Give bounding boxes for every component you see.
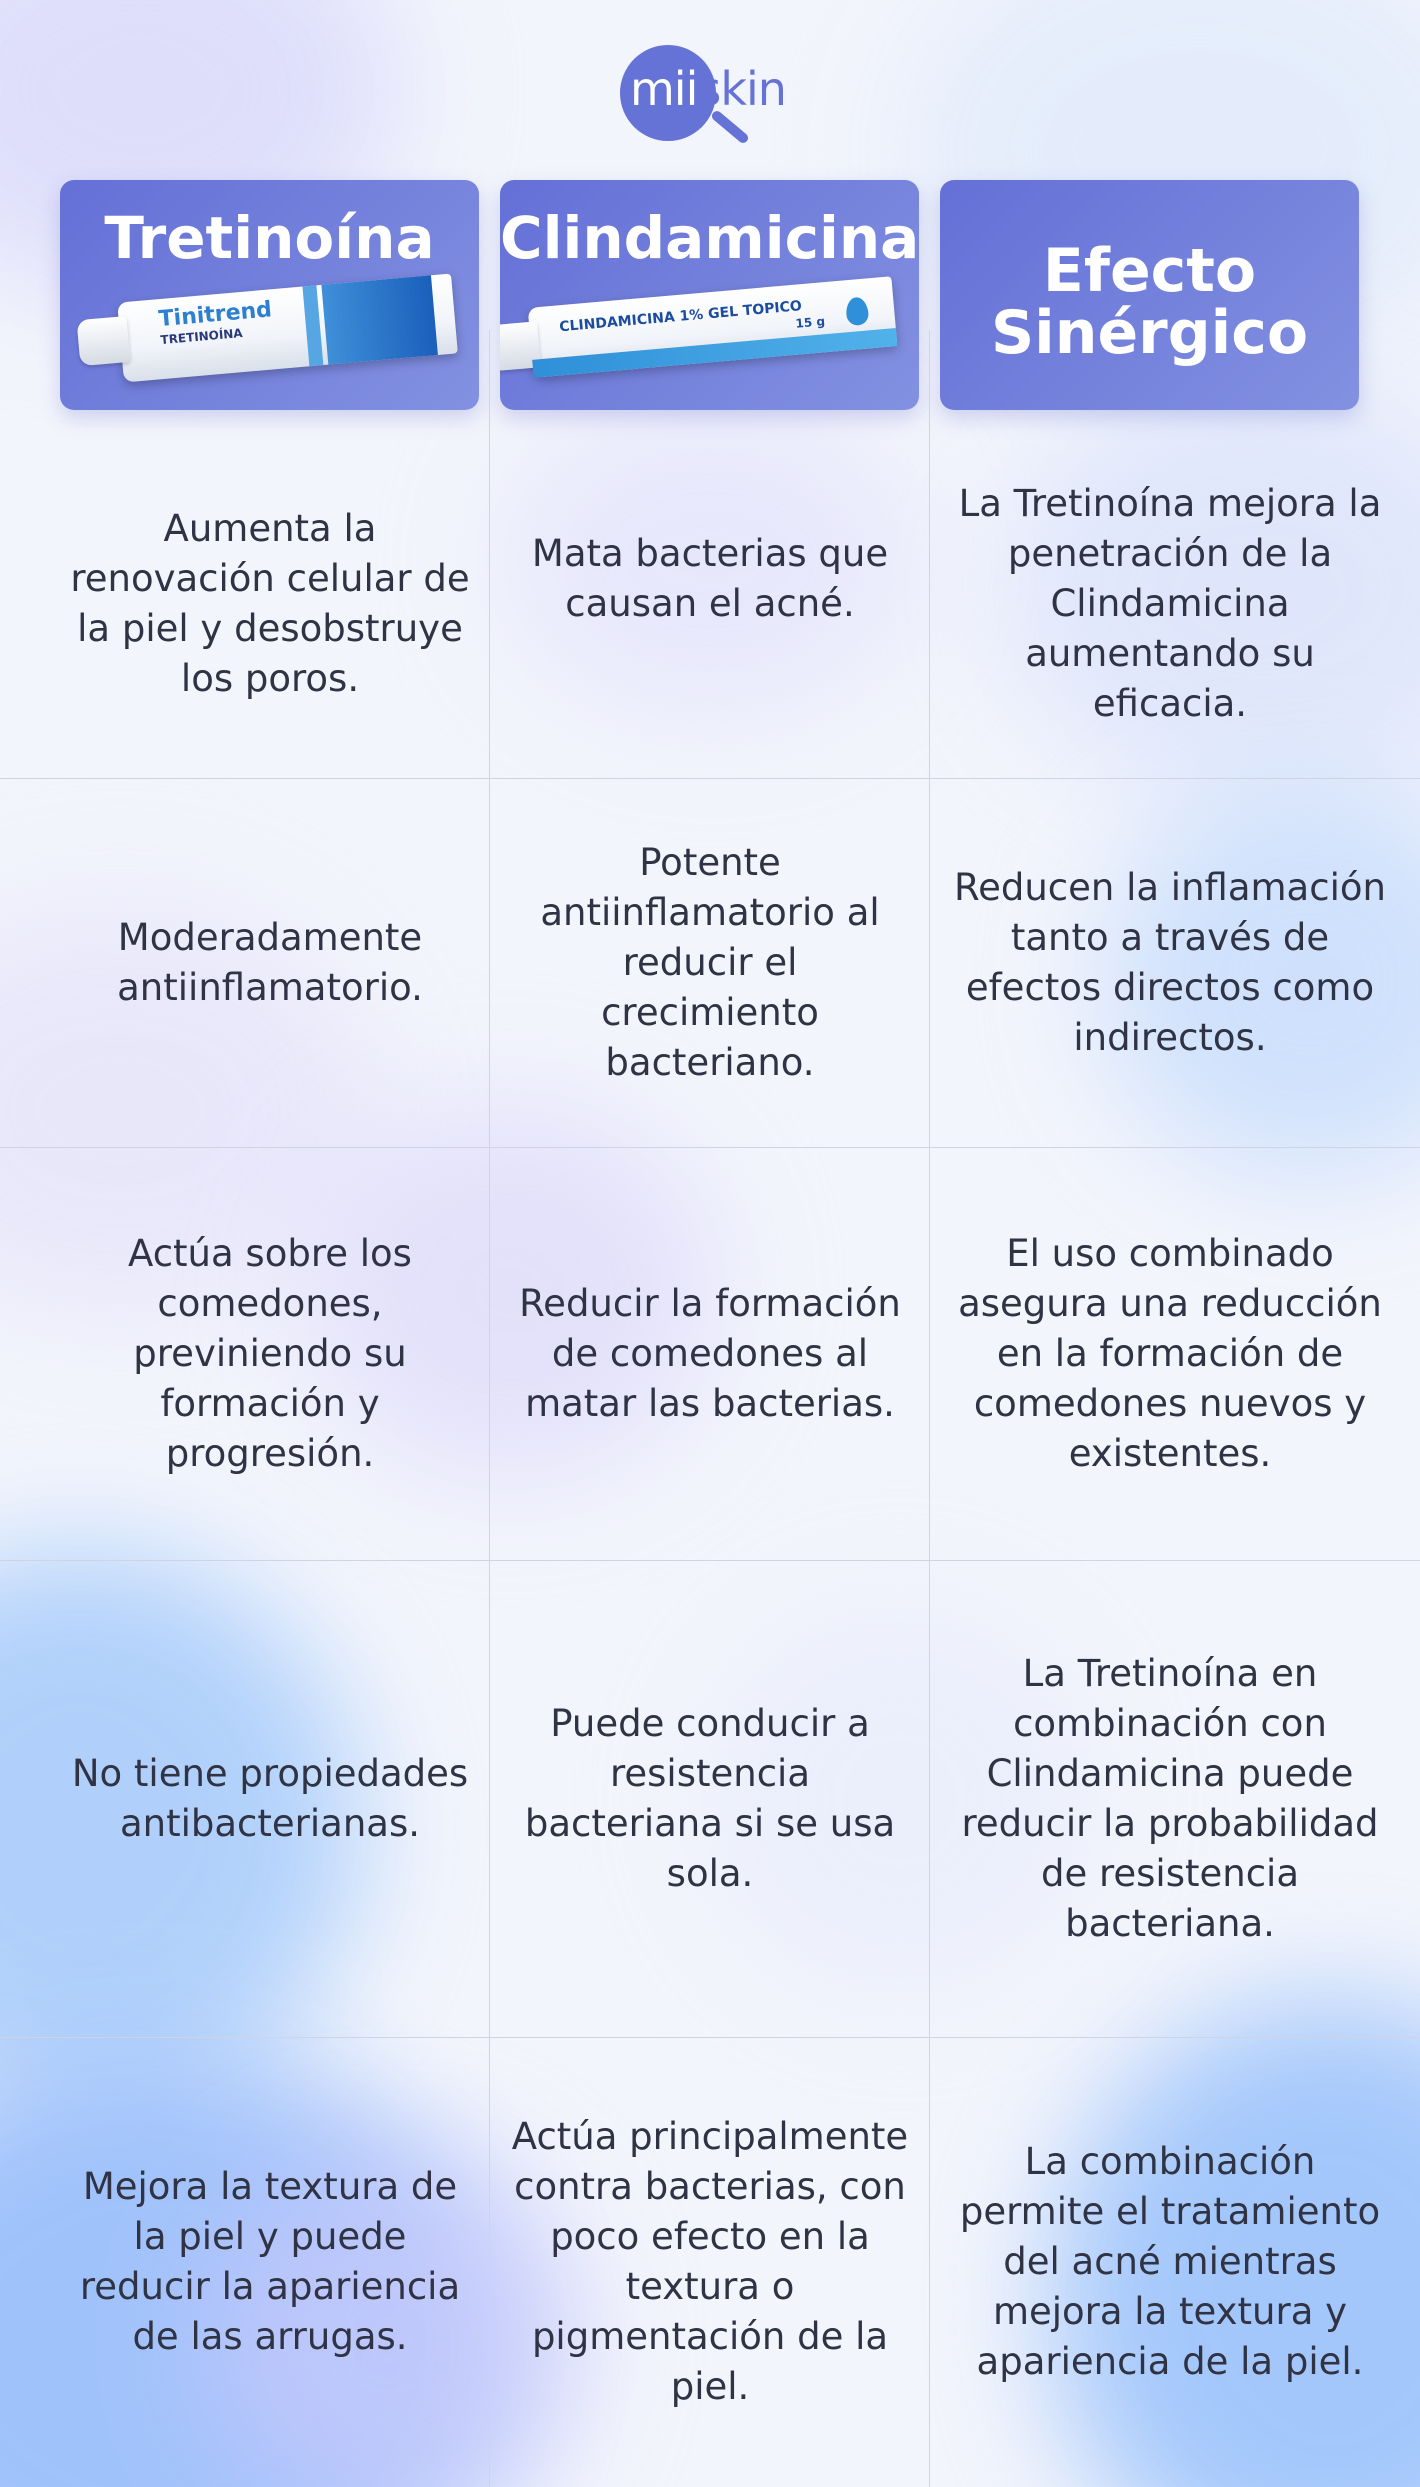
miiskin-logo xyxy=(620,40,800,150)
row-4-tretinoina: No tiene propiedades antibacterianas. xyxy=(71,1751,469,1845)
drop-icon xyxy=(845,296,869,326)
row-4-clindamicina: Puede conducir a resistencia bacteriana si se usa sola. xyxy=(524,1701,896,1895)
row-1-clindamicina: Mata bacterias que causan el acné. xyxy=(531,532,889,625)
row-1-sinergico: La Tretinoína mejora la penetración de la Clindamicina aumentando su eficacia. xyxy=(958,482,1382,725)
product-name: Tinitrend xyxy=(157,297,273,333)
tretinoin-tube-image xyxy=(117,274,458,383)
row-3-sinergico: El uso combinado asegura una reducción en la formación de comedones nuevos y existentes. xyxy=(958,1231,1382,1475)
product-sub: TRETINOÍNA xyxy=(159,325,244,348)
logo-prefix: mii xyxy=(630,62,698,116)
header-tretinoina xyxy=(60,180,479,410)
row-4-sinergico: La Tretinoína en combinación con Clindamicina puede reducir la probabilidad de resistencia bacteriana. xyxy=(961,1651,1379,1945)
row-2-tretinoina: Moderadamente antiinflamatorio. xyxy=(117,915,423,1009)
header-title: Tretinoína xyxy=(104,204,435,272)
header-title: Efecto Sinérgico xyxy=(990,236,1309,368)
row-2-sinergico: Reducen la inflamación tanto a través de efectos directos como indirectos. xyxy=(954,865,1386,1059)
logo-suffix: skin xyxy=(697,62,786,116)
row-5-sinergico: La combinación permite el tratamiento del acné mientras mejora la textura y apariencia de la piel. xyxy=(959,2140,1381,2383)
row-5-tretinoina: Mejora la textura de la piel y puede reducir la apariencia de las arrugas. xyxy=(79,2165,461,2358)
row-3-clindamicina: Reducir la formación de comedones al matar las bacterias. xyxy=(519,1281,901,1425)
row-5-clindamicina: Actúa principalmente contra bacterias, con poco efecto en la textura o pigmentación de la piel. xyxy=(511,2115,909,2408)
product-sub: 15 g xyxy=(794,314,826,331)
row-2-clindamicina: Potente antiinflamatorio al reducir el crecimiento bacteriano. xyxy=(540,840,880,1084)
header-efecto-sinergico xyxy=(940,180,1359,410)
header-title: Clindamicina xyxy=(500,204,919,272)
row-1-tretinoina: Aumenta la renovación celular de la piel y desobstruye los poros. xyxy=(70,507,470,700)
clindamycin-tube-image xyxy=(528,276,898,378)
product-name: CLINDAMICINA 1% GEL TOPICO xyxy=(558,298,803,336)
header-clindamicina xyxy=(500,180,919,410)
row-3-tretinoina: Actúa sobre los comedones, previniendo su formación y progresión. xyxy=(128,1231,412,1475)
